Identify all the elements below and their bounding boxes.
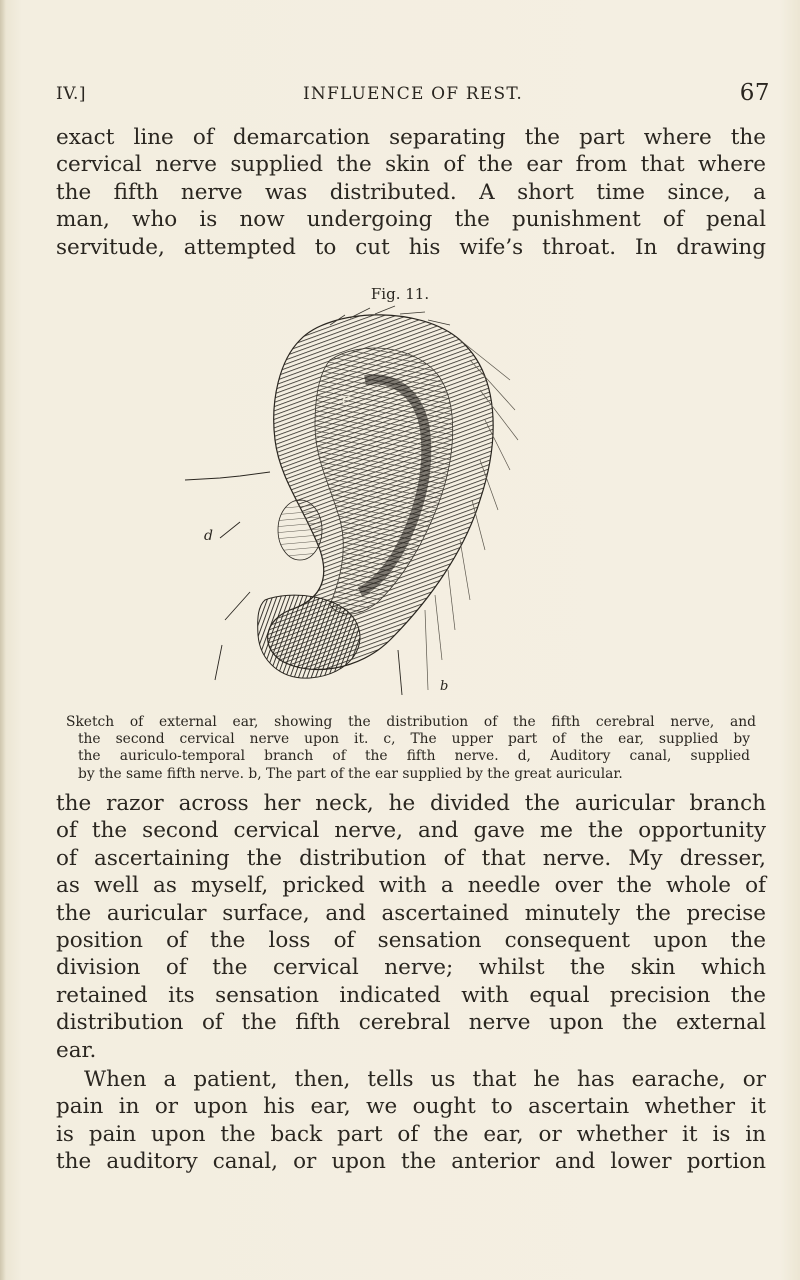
- text-line: cervical nerve supplied the skin of the ear from that where: [56, 152, 766, 178]
- figure-label: Fig. 11.: [370, 285, 430, 303]
- text-line: retained its sensation indicated with equal precision the: [56, 982, 766, 1008]
- text-line: pain in or upon his ear, we ought to ascertain whether it: [56, 1094, 766, 1120]
- pointer-d: [185, 472, 270, 538]
- ear-illustration: [180, 300, 540, 700]
- text-line: the auditory canal, or upon the anterior and lower portion: [56, 1149, 766, 1175]
- text-line: man, who is now undergoing the punishment of penal: [56, 207, 766, 233]
- body-paragraph-1: [56, 790, 766, 1064]
- text-line: ear.: [56, 1037, 97, 1063]
- running-title: INFLUENCE OF REST.: [302, 84, 523, 104]
- page-number: 67: [739, 80, 770, 106]
- caption-line: by the same fifth nerve. b, The part of the ear supplied by the great auricular.: [78, 765, 623, 782]
- body-paragraph-2: [56, 1066, 766, 1176]
- text-line: When a patient, then, tells us that he has earache, or: [84, 1067, 766, 1092]
- page-edge-shadow: [0, 0, 6, 1280]
- caption-line: the auriculo-temporal branch of the fifth nerve. d, Auditory canal, supplied: [78, 748, 750, 765]
- text-line: servitude, attempted to cut his wife’s throat. In drawing: [56, 234, 766, 260]
- text-line: the fifth nerve was distributed. A short time since, a: [56, 179, 766, 205]
- text-line: distribution of the fifth cerebral nerve upon the external: [56, 1010, 766, 1036]
- text-line: as well as myself, pricked with a needle over the whole of: [56, 873, 766, 899]
- text-line: position of the loss of sensation consequent upon the: [56, 928, 766, 954]
- figure-caption: [66, 714, 756, 783]
- text-line: of the second cervical nerve, and gave me the opportunity: [56, 818, 766, 844]
- caption-line: the second cervical nerve upon it. c, The upper part of the ear, supplied by: [78, 731, 750, 748]
- label-d: d: [204, 528, 213, 544]
- auditory-canal: [278, 500, 322, 560]
- label-b: b: [440, 679, 449, 694]
- pointer-b: [225, 592, 250, 620]
- text-line: the razor across her neck, he divided the auricular branch: [56, 791, 766, 816]
- text-line: division of the cervical nerve; whilst the skin which: [56, 955, 766, 981]
- text-line: exact line of demarcation separating the part where the: [56, 125, 766, 150]
- text-line: of ascertaining the distribution of that nerve. My dresser,: [56, 845, 766, 871]
- label-c: c: [342, 390, 351, 408]
- caption-line: Sketch of external ear, showing the distribution of the fifth cerebral nerve, and: [66, 714, 756, 730]
- chapter-marker: IV.]: [56, 84, 87, 104]
- running-header: [56, 80, 770, 110]
- text-line: is pain upon the back part of the ear, or whether it is in: [56, 1121, 766, 1147]
- text-line: the auricular surface, and ascertained minutely the precise: [56, 900, 766, 926]
- top-paragraph: [56, 124, 766, 261]
